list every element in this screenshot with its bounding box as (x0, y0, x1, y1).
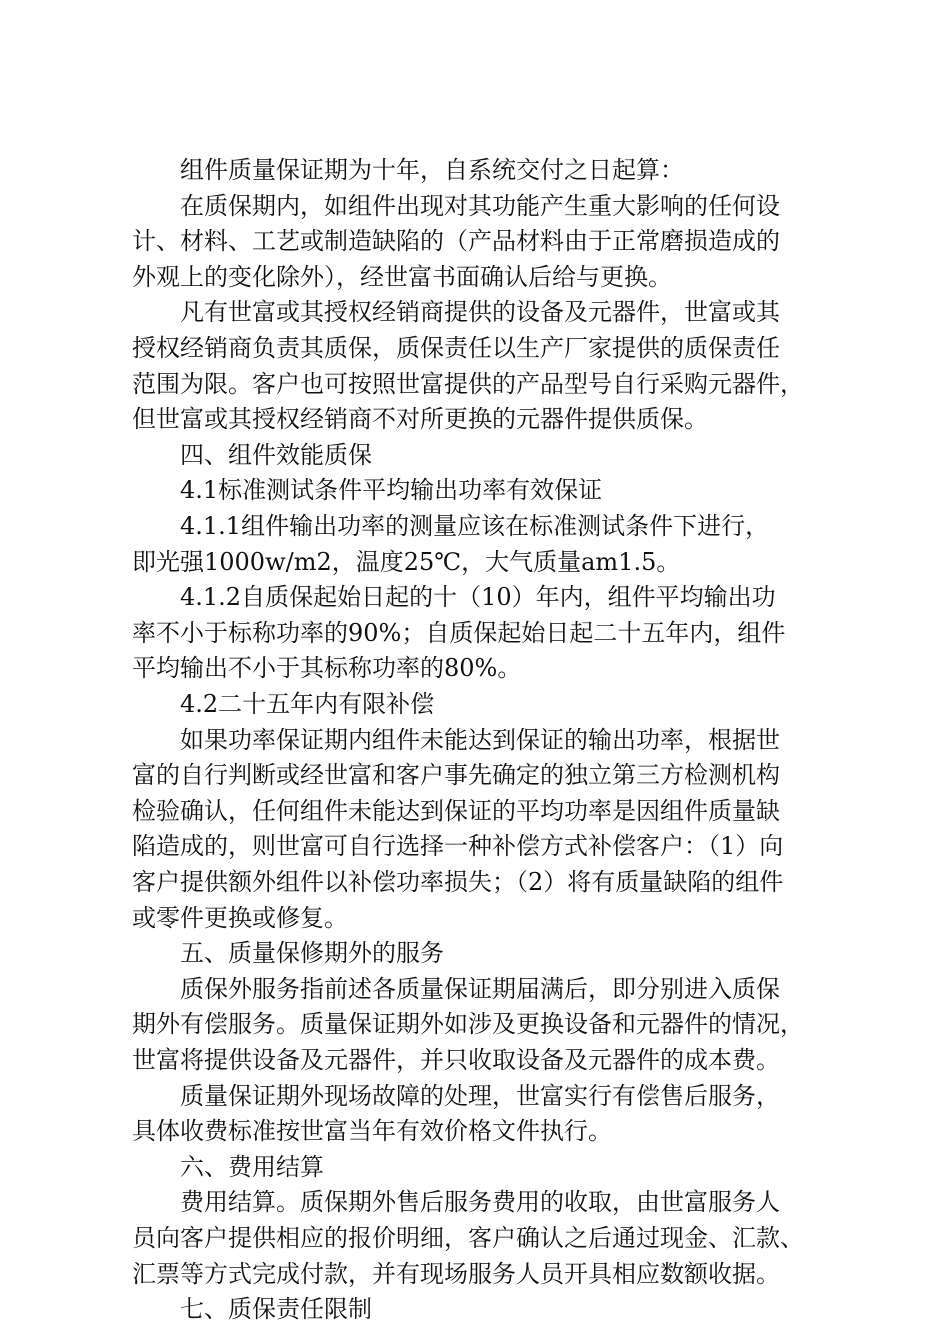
text-line: 或零件更换或修复。 (132, 903, 348, 932)
text-line: 富的自行判断或经世富和客户事先确定的独立第三方检测机构 (132, 761, 780, 790)
text-line: 范围为限。客户也可按照世富提供的产品型号自行采购元器件， (132, 369, 804, 398)
subsection-heading: 4.1标准测试条件平均输出功率有效保证 (180, 476, 603, 505)
text-line: 即光强1000w/m2，温度25℃，大气质量am1.5。 (132, 547, 681, 576)
text-line: 检验确认，任何组件未能达到保证的平均功率是因组件质量缺 (132, 796, 780, 825)
text-line: 率不小于标称功率的90%；自质保起始日起二十五年内，组件 (132, 618, 786, 647)
text-line: 组件质量保证期为十年，自系统交付之日起算： (180, 156, 684, 184)
text-line: 质保外服务指前述各质量保证期届满后，即分别进入质保 (180, 974, 780, 1003)
section-heading: 五、质量保修期外的服务 (180, 939, 444, 968)
text-line: 具体收费标准按世富当年有效价格文件执行。 (132, 1117, 612, 1146)
text-line: 4.1.1组件输出功率的测量应该在标准测试条件下进行， (180, 512, 770, 540)
text-line: 如果功率保证期内组件未能达到保证的输出功率，根据世 (180, 725, 780, 754)
text-line: 但世富或其授权经销商不对所更换的元器件提供质保。 (132, 405, 708, 434)
text-line: 员向客户提供相应的报价明细，客户确认之后通过现金、汇款、 (132, 1224, 804, 1252)
text-line: 凡有世富或其授权经销商提供的设备及元器件，世富或其 (180, 298, 780, 327)
text-line: 平均输出不小于其标称功率的80%。 (132, 654, 522, 683)
text-line: 4.1.2自质保起始日起的十（10）年内，组件平均输出功 (180, 583, 776, 612)
section-heading: 七、质保责任限制 (180, 1295, 372, 1324)
section-heading: 四、组件效能质保 (180, 440, 372, 469)
text-line: 外观上的变化除外），经世富书面确认后给与更换。 (132, 262, 672, 291)
text-line: 陷造成的，则世富可自行选择一种补偿方式补偿客户：（1）向 (132, 832, 784, 861)
text-line: 汇票等方式完成付款，并有现场服务人员开具相应数额收据。 (132, 1259, 780, 1288)
subsection-heading: 4.2二十五年内有限补偿 (180, 690, 435, 718)
text-line: 费用结算。质保期外售后服务费用的收取，由世富服务人 (180, 1188, 780, 1217)
text-line: 客户提供额外组件以补偿功率损失；（2）将有质量缺陷的组件 (132, 868, 784, 896)
text-line: 期外有偿服务。质量保证期外如涉及更换设备和元器件的情况， (132, 1010, 804, 1039)
text-line: 在质保期内，如组件出现对其功能产生重大影响的任何设 (180, 191, 780, 220)
text-line: 授权经销商负责其质保，质保责任以生产厂家提供的质保责任 (132, 334, 780, 362)
text-line: 质量保证期外现场故障的处理，世富实行有偿售后服务， (180, 1081, 780, 1110)
section-heading: 六、费用结算 (180, 1152, 324, 1181)
text-line: 计、材料、工艺或制造缺陷的（产品材料由于正常磨损造成的 (132, 227, 780, 256)
text-line: 世富将提供设备及元器件，并只收取设备及元器件的成本费。 (132, 1046, 780, 1074)
